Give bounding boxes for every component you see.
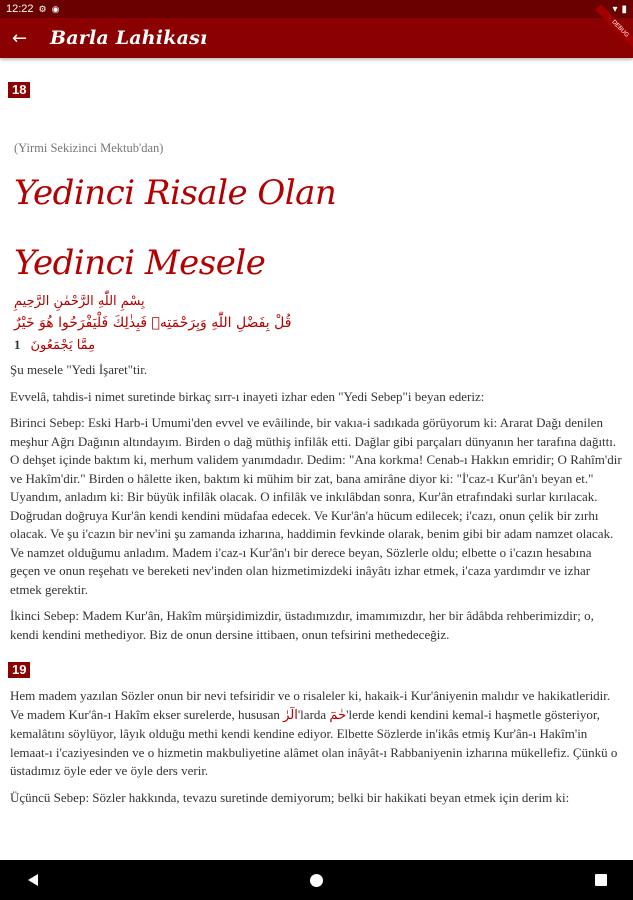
paragraph-text: 'larda xyxy=(297,706,327,722)
page-number-badge: 19 xyxy=(8,662,30,678)
app-bar xyxy=(0,18,633,58)
paragraph-text: 'lerde kendi kendini kemal-i haşmetle gösteriyor, kemalâtını söylüyor, lâyık olduğu methi kendi kendine ediyor. Elbette Sözlerde in'ikâs etmiş Kur'ân-ı Hakîm'in lemaat-ı i'caziyesinden ve o hizmetin makbuliyetine alâmet olan inâyât-ı Rabbaniyenin izharına mükellefiz. Çünkü o üstadımız öyle eder ve öyle ders verir. xyxy=(10,706,618,778)
arabic-letters: حٰمٓ xyxy=(329,707,347,723)
battery-icon: ▮ xyxy=(621,3,627,15)
footnote-number[interactable]: 1 xyxy=(14,337,21,352)
paragraph: Şu mesele "Yedi İşaret"tir. xyxy=(10,362,148,377)
treatise-title-line2: Yedinci Mesele xyxy=(14,243,266,283)
at-sign-icon: ◉ xyxy=(51,3,60,14)
back-triangle-icon[interactable] xyxy=(28,874,38,886)
section-subtitle: (Yirmi Sekizinci Mektub'dan) xyxy=(14,141,164,155)
status-bar xyxy=(0,0,633,18)
basmala-text: بِسْمِ اللّٰهِ الرَّحْمٰنِ الرَّحِيمِ xyxy=(14,294,145,309)
home-circle-icon[interactable] xyxy=(310,874,323,887)
verse-line-2 xyxy=(14,337,625,353)
page-number-badge: 18 xyxy=(8,82,30,98)
paragraph: Üçüncü Sebep: Sözler hakkında, tevazu suretinde demiyorum; belki bir hakikati beyan etmek için derim ki: xyxy=(10,789,570,805)
paragraph: Birinci Sebep: Eski Harb-i Umumi'den evvel ve evâilinde, bir vakıa-i sadıkada görüyorum ki: Ararat Dağı denilen meşhur Ağrı Dağının altındayım. Birden o dağ müthiş infilâk etti. Dağlar gibi parçaları dünyanın her tarafına dağıttı. O dehşet içinde baktım ki, merhum validem yanımdadır. Dedim: "Ana korkma! Cenab-ı Hakkın emridir; O Rahîm'dir ve Hakîm'dir." Birden o hâlette iken, baktım ki mühim bir zat, bana amirâne diyor ki: "İ'caz-ı Kur'ân'ı beyan et." Uyandım, anladım ki: Bir büyük infilâk olacak. O infilâk ve inkılâbdan sonra, Kur'ân etrafındaki surlar kırılacak. Doğrudan doğruya Kur'ân kendi kendini müdafaa edecek. Ve Kur'ân'a hücum edilecek; i'cazı, onun çelik bir zırhı olacak. Ve şu i'cazın bir nev'ini şu zamanda izharına, haddimin fevkinde olarak, benim gibi bir adam namzet olacak. Ve namzet olduğumu anladım. Madem i'caz-ı Kur'ân'ı bir derece beyan, Sözlerle oldu; elbette o i'cazın hesabına geçen ve onun reşehatı ve bereketi nev'inden olan hizmetimizdeki inâyâtı izhar etmek, i'caza yardımdır ve izhar etmek gerektir. xyxy=(10,415,622,597)
arabic-letters: الٓرٰ xyxy=(283,707,298,723)
verse-arabic: مِمَّا يَجْمَعُونَ xyxy=(30,337,96,353)
wifi-icon: ▾ xyxy=(612,3,618,15)
status-time: 12:22 xyxy=(6,3,34,15)
system-nav-bar xyxy=(0,860,633,900)
paragraph: Evvelâ, tahdis-i nimet suretinde birkaç sırr-ı inayeti izhar eden "Yedi Sebep"i beyan ederiz: xyxy=(10,388,485,404)
verse-line-1: قُلْ بِفَضْلِ اللّٰهِ وَبِرَحْمَتِه۪ فَبِذٰلِكَ فَلْيَفْرَحُوا هُوَ خَيْرٌ xyxy=(14,315,292,331)
settings-icon: ⚙ xyxy=(38,3,47,14)
debug-ribbon: DEBUG xyxy=(595,4,633,53)
paragraph: İkinci Sebep: Madem Kur'ân, Hakîm mürşidimizdir, üstadımızdır, imamımızdır, her bir âdâbda rehberimizdir; o, kendi kendini methediyor. Biz de onun dersine ittibaen, onun tefsirini methedeceğiz. xyxy=(10,608,594,642)
paragraph xyxy=(8,687,625,781)
recents-square-icon[interactable] xyxy=(595,874,607,886)
treatise-title-line1: Yedinci Risale Olan xyxy=(14,173,337,213)
back-arrow-icon[interactable]: ← xyxy=(12,27,28,49)
paragraph-text: Hem madem yazılan Sözler onun bir nevi tefsiridir ve o risaleler ki, hakaik-i Kur'âniyenin malıdır ve hakikatleridir. Ve madem Kur'ân-ı Hakîm ekser surelerde, hususan xyxy=(10,688,611,722)
reader-content[interactable] xyxy=(0,58,633,860)
page-title: Barla Lahikası xyxy=(50,27,208,49)
